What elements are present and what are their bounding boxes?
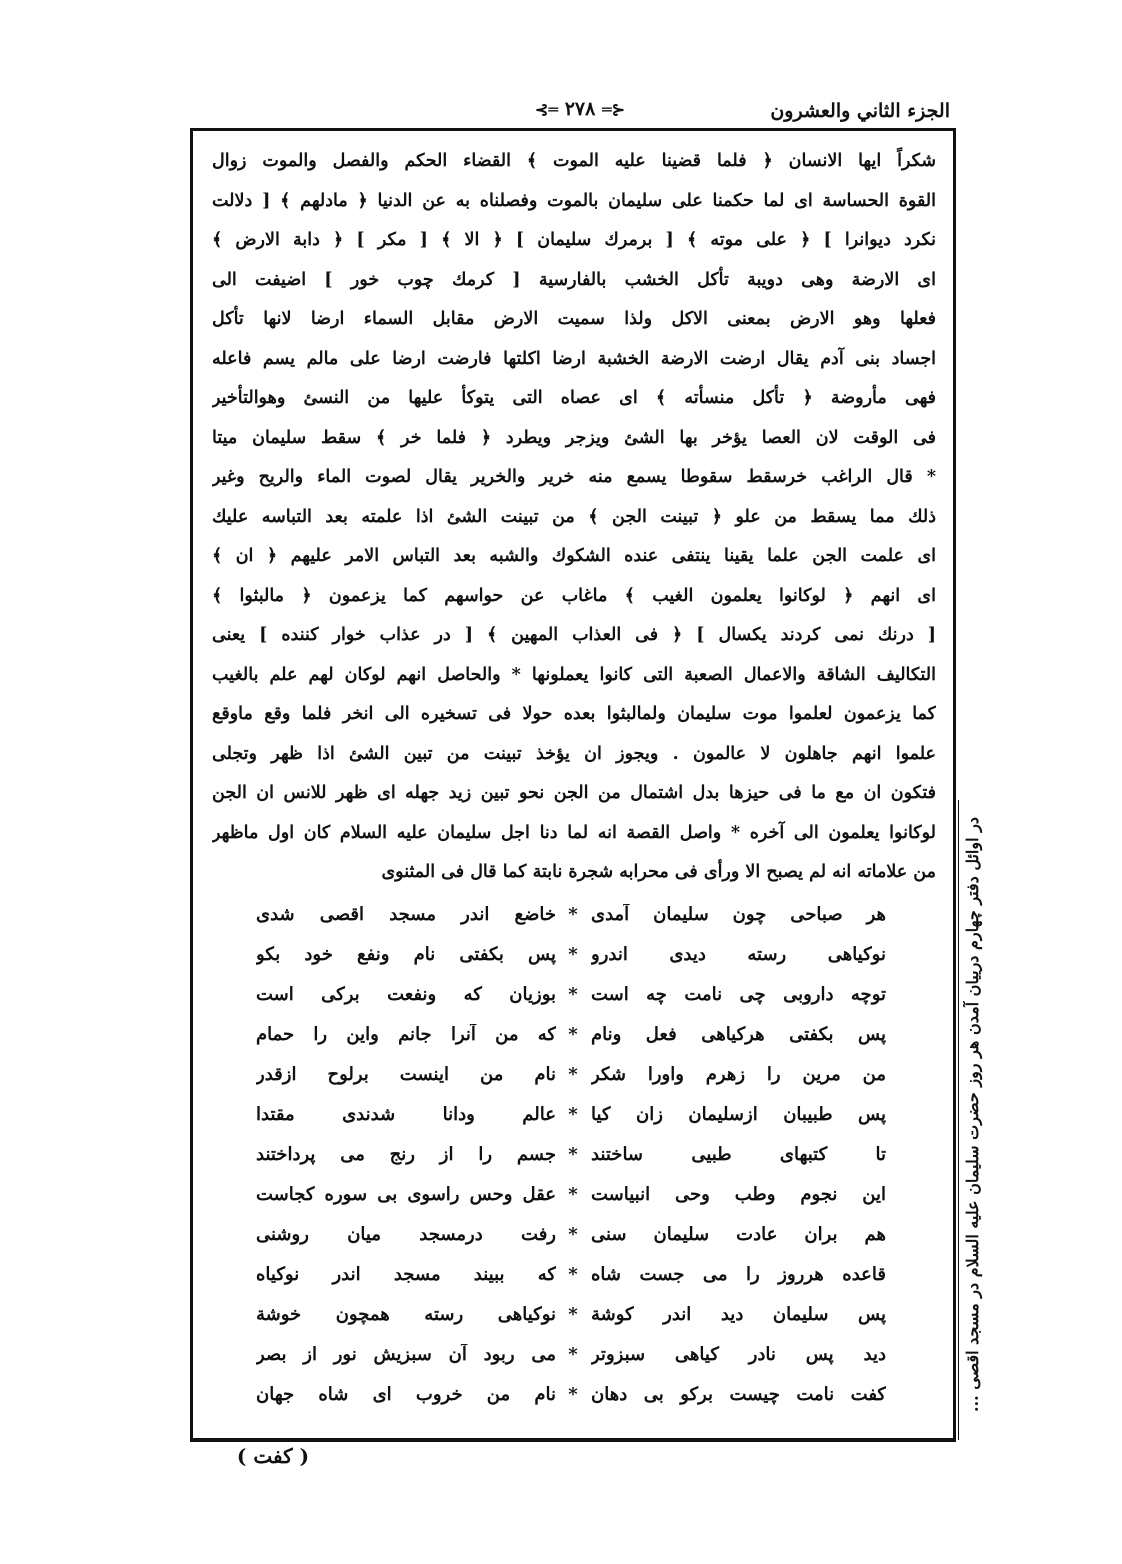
verse-first-hemistich: نوكياهى رسته ديدى اندرو (591, 944, 886, 965)
verse-second-hemistich: عالم ودانا شدندى مقتدا (256, 1104, 556, 1125)
text-line: نكرد ديوانرا ] ﴿ على موته ﴾ [ برمرك سليمان ] ﴿ الا ﴾ [ مكر ] ﴿ دابة الارض ﴾ (212, 230, 936, 250)
text-line: اى الارضة وهى دويبة تأكل الخشب بالفارسية [ كرمك چوب خور ] اضيفت الى (212, 269, 936, 290)
verse-separator-icon: * (568, 1344, 578, 1365)
verse-second-hemistich: مى ربود آن سبزيش نور از بصر (256, 1344, 556, 1365)
verse-second-hemistich: كه ببيند مسجد اندر نوكياه (256, 1264, 556, 1285)
verse-second-hemistich: پس بكفتى نام ونفع خود بكو (256, 944, 556, 965)
verse-second-hemistich: جسم را از رنج مى پرداختند (256, 1144, 556, 1165)
verse-separator-icon: * (568, 1264, 578, 1285)
verse-line (256, 904, 886, 944)
running-title: الجزء الثاني والعشرون (770, 100, 950, 122)
verse-line (256, 1104, 886, 1144)
verse-first-hemistich: پس سليمان ديد اندر كوشة (591, 1304, 886, 1325)
text-line: فى الوقت لان العصا يؤخر بها الشئ ويزجر ويطرد ﴿ فلما خر ﴾ سقط سليمان ميتا (212, 427, 936, 448)
verse-line (256, 1384, 886, 1424)
page-number-value: ۲۷۸ (564, 98, 596, 120)
mathnawi-verses (256, 904, 886, 1424)
verse-separator-icon: * (568, 1304, 578, 1325)
verse-line (256, 1344, 886, 1384)
verse-line (256, 1184, 886, 1224)
verse-first-hemistich: قاعده هرروز را مى جست شاه (591, 1264, 886, 1285)
ornament-right-icon: ═⊱ (535, 100, 559, 119)
text-line: من علاماته انه لم يصبح الا ورأى فى محرابه شجرة نابتة كما قال فى المثنوى (381, 862, 936, 882)
verse-second-hemistich: نام من خروب اى شاه جهان (256, 1384, 556, 1405)
page-number (520, 98, 640, 120)
verse-first-hemistich: اين نجوم وطب وحى انبياست (591, 1184, 886, 1205)
text-line: [ درنك نمى كردند يكسال ] ﴿ فى العذاب المهين ﴾ [ در عذاب خوار كننده ] يعنى (212, 625, 936, 645)
frame-bottom-rule (190, 1438, 956, 1440)
verse-separator-icon: * (568, 1144, 578, 1165)
text-line: علموا انهم جاهلون لا عالمون . ويجوز ان يؤخذ تبينت من تبين الشئ اذا ظهر وتجلى (212, 743, 936, 764)
verse-second-hemistich: بوزيان كه ونفعت بركى است (256, 984, 556, 1005)
text-line: اى انهم ﴿ لوكانوا يعلمون الغيب ﴾ ماغاب عن حواسهم كما يزعمون ﴿ مالبثوا ﴾ (212, 585, 936, 606)
verse-line (256, 1224, 886, 1264)
verse-separator-icon: * (568, 1384, 578, 1405)
verse-first-hemistich: كفت نامت چيست بركو بى دهان (591, 1384, 886, 1405)
verse-first-hemistich: من مرين را زهرم واورا شكر (591, 1064, 886, 1085)
verse-second-hemistich: نوكياهى رسته همچون خوشة (256, 1304, 556, 1325)
margin-note: در اوائل دفتر چهارم درییان آمدن هر روز حضرت سلیمان علیه السلام در مسجد اقصی ... (963, 817, 982, 1413)
verse-second-hemistich: خاضع اندر مسجد اقصى شدى (256, 904, 556, 925)
margin-rule (958, 800, 959, 1440)
text-line: شكراً ايها الانسان ﴿ فلما قضينا عليه الموت ﴾ القضاء الحكم والفصل والموت زوال (212, 151, 936, 171)
verse-line (256, 1264, 886, 1304)
verse-line (256, 1024, 886, 1064)
text-line: اجساد بنى آدم يقال ارضت الارضة الخشبة ارضا اكلتها فارضت ارضا على مالم يسم فاعله (212, 348, 936, 369)
ornament-left-icon: ⊰═ (601, 100, 625, 119)
text-line: فعلها وهو الارض بمعنى الاكل ولذا سميت الارض مقابل السماء ارضا لانها تأكل (212, 309, 936, 329)
verse-separator-icon: * (568, 944, 578, 965)
verse-first-hemistich: تا كتبهاى طبيى ساختند (591, 1144, 886, 1165)
text-line: القوة الحساسة اى لما حكمنا على سليمان بالموت وفصلناه به عن الدنيا ﴿ مادلهم ﴾ [ دلالت (212, 190, 936, 211)
verse-separator-icon: * (568, 984, 578, 1005)
verse-separator-icon: * (568, 1224, 578, 1245)
text-line: اى علمت الجن علما يقينا ينتفى عنده الشكوك والشبه بعد التباس الامر عليهم ﴿ ان ﴾ (212, 546, 936, 566)
catchword: ( كفت ) (236, 1444, 310, 1468)
verse-first-hemistich: هر صباحى چون سليمان آمدى (591, 904, 886, 925)
verse-second-hemistich: عقل وحس راسوى بى سوره كجاست (256, 1184, 556, 1205)
verse-first-hemistich: پس بكفتى هركياهى فعل ونام (591, 1024, 886, 1045)
verse-second-hemistich: كه من آنرا جانم واين را حمام (256, 1024, 556, 1045)
text-line: فهى مأروضة ﴿ تأكل منسأته ﴾ اى عصاه التى يتوكأ عليها من النسئ وهوالتأخير (212, 388, 936, 408)
verse-separator-icon: * (568, 1064, 578, 1085)
text-line: لوكانوا يعلمون الى آخره * واصل القصة انه لما دنا اجل سليمان عليه السلام كان اول ماظهر (212, 822, 936, 843)
verse-separator-icon: * (568, 1104, 578, 1125)
text-line: فتكون ان مع ما فى حيزها بدل اشتمال من الجن نحو تبين زيد جهله اى ظهر للانس ان الجن (212, 783, 936, 803)
commentary-text (212, 142, 936, 893)
verse-second-hemistich: نام من اينست برلوح ازقدر (256, 1064, 556, 1085)
text-line: ذلك مما يسقط من علو ﴿ تبينت الجن ﴾ من تبينت الشئ اذا علمته بعد التباسه عليك (212, 506, 936, 527)
verse-separator-icon: * (568, 904, 578, 925)
verse-line (256, 1064, 886, 1104)
verse-line (256, 1304, 886, 1344)
text-line: كما يزعمون لعلموا موت سليمان ولمالبثوا بعده حولا فى تسخيره الى انخر فلما وقع ماوقع (212, 704, 936, 724)
verse-first-hemistich: ديد پس نادر كياهى سبزوتر (591, 1344, 886, 1365)
verse-line (256, 1144, 886, 1184)
text-line: * قال الراغب خرسقط سقوطا يسمع منه خرير والخرير يقال لصوت الماء والريح وغير (212, 467, 936, 487)
verse-separator-icon: * (568, 1184, 578, 1205)
verse-line (256, 944, 886, 984)
verse-first-hemistich: پس طبيبان ازسليمان زان كيا (591, 1104, 886, 1125)
verse-first-hemistich: توچه داروبى چى نامت چه است (591, 984, 886, 1005)
text-line: التكاليف الشاقة والاعمال الصعبة التى كانوا يعملونها * والحاصل انهم لوكان لهم علم بالغيب (212, 664, 936, 685)
verse-separator-icon: * (568, 1024, 578, 1045)
verse-first-hemistich: هم بران عادت سليمان سنى (591, 1224, 886, 1245)
verse-line (256, 984, 886, 1024)
verse-second-hemistich: رفت درمسجد ميان روشنى (256, 1224, 556, 1245)
